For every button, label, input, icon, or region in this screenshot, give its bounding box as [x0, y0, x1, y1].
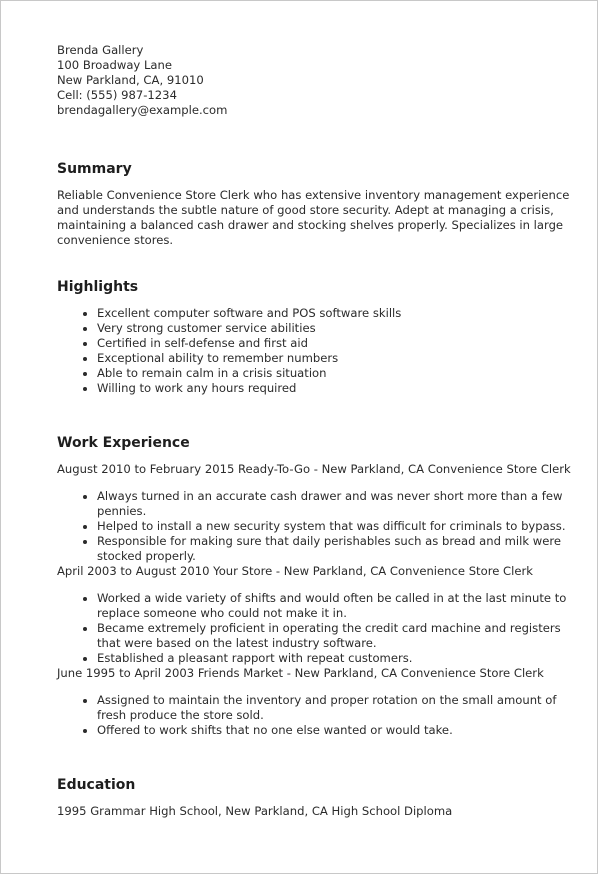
highlight-item: • Very strong customer service abilities	[97, 321, 577, 336]
contact-cell: Cell: (555) 987-1234	[57, 88, 177, 102]
job-entry	[57, 462, 577, 564]
highlight-item: • Willing to work any hours required	[97, 381, 577, 396]
highlights-list	[57, 306, 577, 396]
summary-section	[57, 160, 577, 248]
summary-heading: Summary	[57, 161, 132, 177]
job-bullet: • Became extremely proficient in operating the credit card machine and registers that were based on the latest industry software.	[97, 621, 577, 651]
job-header: August 2010 to February 2015 Ready-To-Go - New Parkland, CA Convenience Store Clerk	[57, 462, 571, 476]
highlight-item: • Excellent computer software and POS software skills	[97, 306, 577, 321]
highlight-item: • Exceptional ability to remember numbers	[97, 351, 577, 366]
job-bullet: • Assigned to maintain the inventory and proper rotation on the small amount of fresh produce the store sold.	[97, 693, 577, 723]
experience-heading: Work Experience	[57, 435, 190, 451]
contact-name: Brenda Gallery	[57, 43, 144, 57]
job-bullet: • Offered to work shifts that no one else wanted or would take.	[97, 723, 577, 738]
job-bullets	[57, 489, 577, 564]
contact-city: New Parkland, CA, 91010	[57, 73, 204, 87]
contact-block	[57, 43, 577, 118]
job-bullets	[57, 591, 577, 666]
contact-email: brendagallery@example.com	[57, 103, 228, 117]
job-header: April 2003 to August 2010 Your Store - New Parkland, CA Convenience Store Clerk	[57, 564, 533, 578]
highlight-item: • Certified in self-defense and first aid	[97, 336, 577, 351]
job-bullets	[57, 693, 577, 738]
summary-text: Reliable Convenience Store Clerk who has extensive inventory management experience and understands the subtle nature of good store security. Adept at managing a crisis, maintaining a balanced cash drawer and stocking shelves properly. Specializes in large convenience stores.	[57, 188, 570, 247]
education-heading: Education	[57, 777, 136, 793]
job-entry	[57, 666, 577, 738]
education-section	[57, 776, 577, 819]
job-bullet: • Always turned in an accurate cash drawer and was never short more than a few pennies.	[97, 489, 577, 519]
job-header: June 1995 to April 2003 Friends Market - New Parkland, CA Convenience Store Clerk	[57, 666, 544, 680]
job-bullet: • Established a pleasant rapport with repeat customers.	[97, 651, 577, 666]
highlights-section	[57, 278, 577, 396]
highlight-item: • Able to remain calm in a crisis situation	[97, 366, 577, 381]
education-entry: 1995 Grammar High School, New Parkland, CA High School Diploma	[57, 804, 453, 818]
job-bullet: • Worked a wide variety of shifts and would often be called in at the last minute to replace someone who could not make it in.	[97, 591, 577, 621]
job-bullet: • Responsible for making sure that daily perishables such as bread and milk were stocked properly.	[97, 534, 577, 564]
job-bullet: • Helped to install a new security system that was difficult for criminals to bypass.	[97, 519, 577, 534]
job-entry	[57, 564, 577, 666]
resume-content	[57, 43, 577, 819]
contact-street: 100 Broadway Lane	[57, 58, 173, 72]
highlights-heading: Highlights	[57, 279, 139, 295]
experience-section	[57, 434, 577, 738]
